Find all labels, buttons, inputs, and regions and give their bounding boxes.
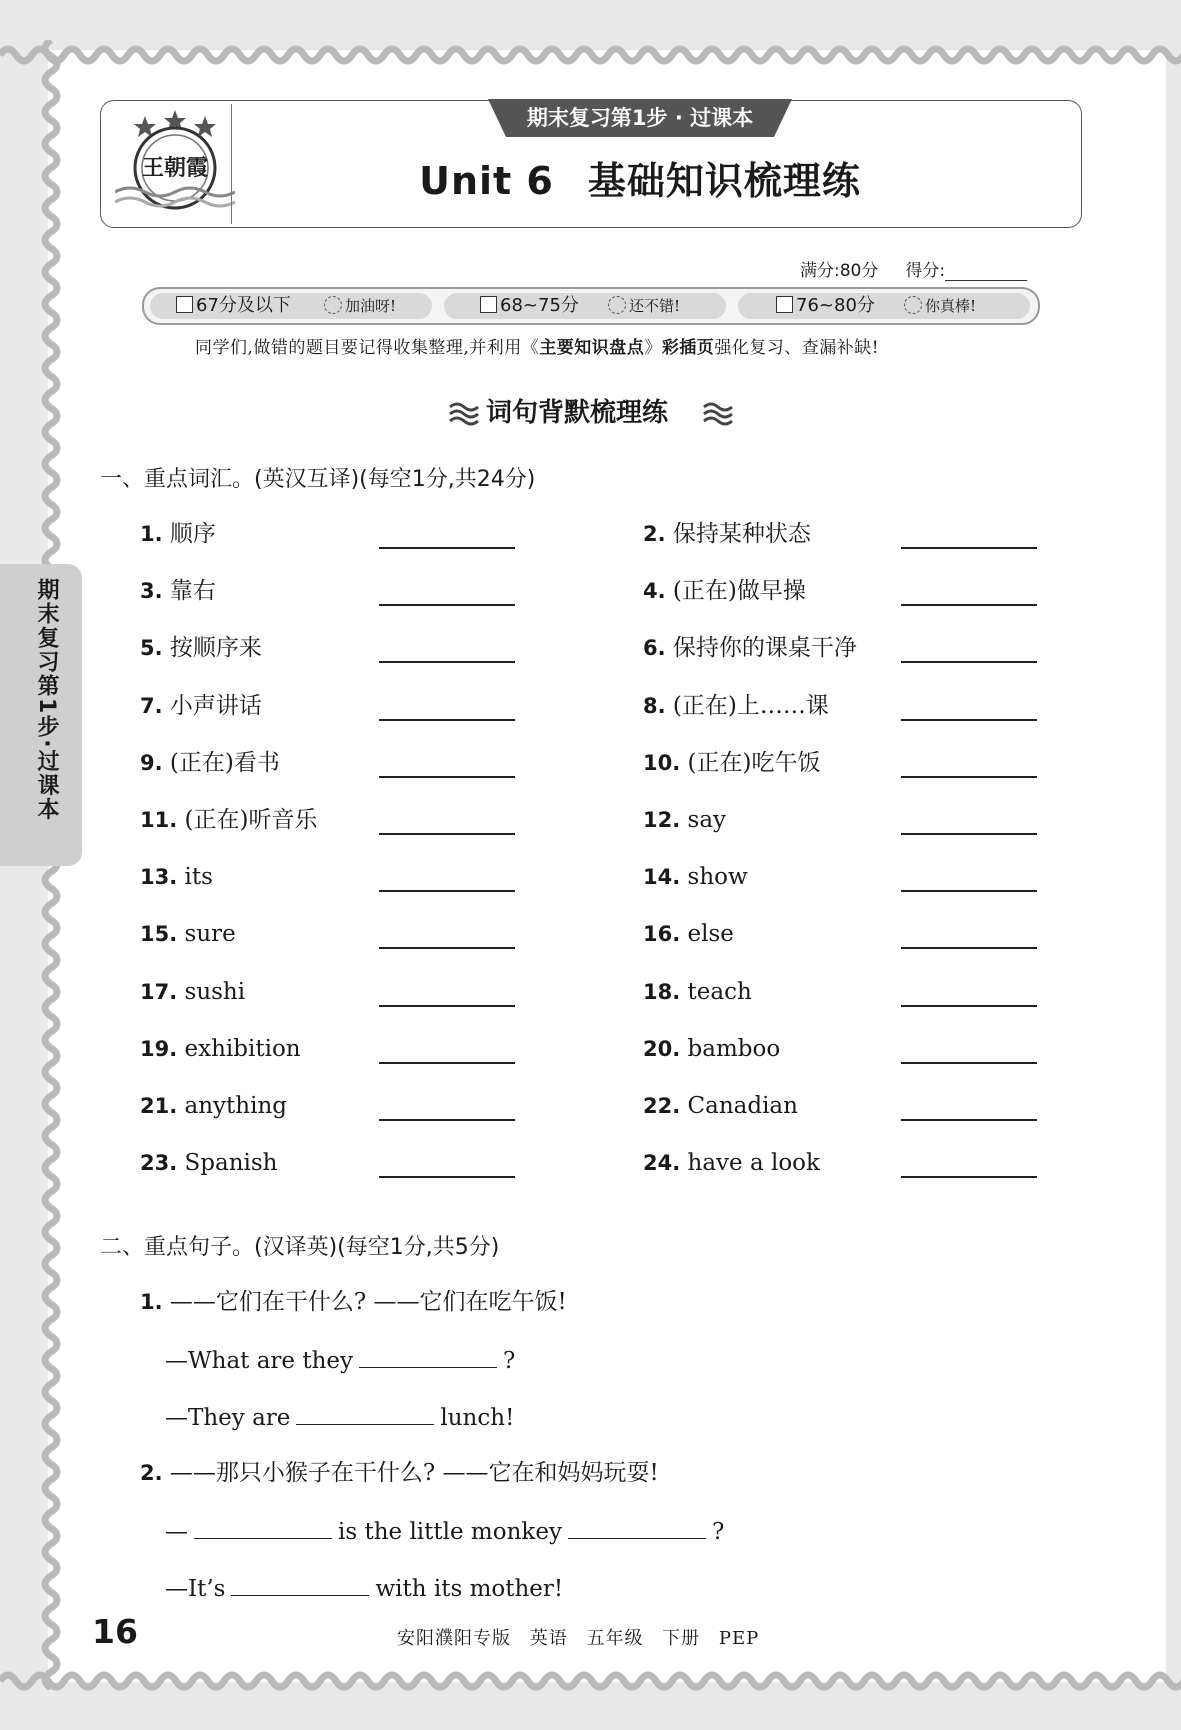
header-tab-label: 期末复习第1步 · 过课本 [526,106,754,130]
answer-blank[interactable] [379,547,515,549]
answer-blank[interactable] [901,604,1037,606]
vocab-item: 13. its [140,864,213,890]
page-number: 16 [92,1612,138,1651]
answer-blank[interactable] [901,1005,1037,1007]
wave-icon-right [702,401,734,427]
vocab-item: 3. 靠右 [140,578,216,604]
answer-blank[interactable] [901,1062,1037,1064]
answer-blank[interactable] [379,661,515,663]
sentence-answer-line: —What are they ? [165,1345,515,1376]
vocab-item: 19. exhibition [140,1036,301,1062]
vocab-item: 11. (正在)听音乐 [140,807,318,833]
vocab-item: 9. (正在)看书 [140,750,280,776]
sentence-question-2: 2. ——那只小猴子在干什么? ——它在和妈妈玩耍! [140,1460,659,1486]
vocab-item: 15. sure [140,921,236,947]
vocab-item: 20. bamboo [643,1036,781,1062]
vocab-item: 5. 按顺序来 [140,635,262,661]
score-blank[interactable] [945,262,1027,281]
smiley-icon [608,296,626,314]
part1-heading: 一、重点词汇。(英汉互译)(每空1分,共24分) [100,467,536,492]
rating-message: 还不错! [608,296,680,316]
answer-blank[interactable] [379,719,515,721]
answer-blank[interactable] [568,1516,706,1539]
side-tab-label: 期末复习第1步·过课本 [34,578,59,822]
page-title [300,150,980,205]
answer-blank[interactable] [901,1119,1037,1121]
score-line [800,256,1027,281]
answer-blank[interactable] [379,1005,515,1007]
svg-text:王朝霞: 王朝霞 [141,155,209,181]
vocab-item: 24. have a look [643,1150,820,1176]
wavy-border-top [0,38,1181,72]
smiley-icon [324,296,342,314]
rating-message: 你真棒! [904,296,976,316]
answer-blank[interactable] [901,719,1037,721]
score-label: 得分: [905,261,946,281]
footer-text: 安阳濮阳专版 英语 五年级 下册 PEP [397,1628,760,1649]
header-tab [488,99,792,137]
rating-option-low[interactable] [176,296,291,316]
part2-heading: 二、重点句子。(汉译英)(每空1分,共5分) [100,1235,500,1260]
vocab-item: 6. 保持你的课桌干净 [643,635,857,661]
section-banner [448,395,738,431]
answer-blank[interactable] [901,947,1037,949]
vocab-item: 18. teach [643,979,752,1005]
wave-icon-left [448,401,480,427]
tip-text: 同学们,做错的题目要记得收集整理,并利用《主要知识盘点》彩插页强化复习、查漏补缺! [195,338,880,358]
rating-option-mid[interactable] [480,296,579,316]
section-title: 词句背默梳理练 [486,398,669,428]
vocab-item: 12. say [643,807,727,833]
rating-range: 76~80分 [796,295,875,316]
vocab-item: 1. 顺序 [140,521,216,547]
vocab-item: 4. (正在)做早操 [643,578,806,604]
checkbox-icon[interactable] [480,296,497,313]
answer-blank[interactable] [379,776,515,778]
vocab-item: 17. sushi [140,979,246,1005]
answer-blank[interactable] [379,1062,515,1064]
smiley-icon [904,296,922,314]
title-label: 基础知识梳理练 [587,159,861,203]
vocab-item: 22. Canadian [643,1093,798,1119]
answer-blank[interactable] [901,890,1037,892]
answer-blank[interactable] [901,1176,1037,1178]
answer-blank[interactable] [231,1573,369,1596]
sentence-question-1: 1. ——它们在干什么? ——它们在吃午饭! [140,1289,567,1315]
rating-option-high[interactable] [776,296,875,316]
unit-label: Unit 6 [419,159,554,203]
vocab-item: 21. anything [140,1093,287,1119]
answer-blank[interactable] [359,1345,497,1368]
answer-blank[interactable] [901,833,1037,835]
logo-divider [231,104,232,224]
wavy-border-bottom [0,1664,1181,1698]
answer-blank[interactable] [901,776,1037,778]
vocab-item: 7. 小声讲话 [140,693,262,719]
rating-range: 68~75分 [500,295,579,316]
answer-blank[interactable] [379,833,515,835]
sentence-answer-line: — is the little monkey ? [165,1516,724,1547]
rating-range: 67分及以下 [196,295,291,316]
sentence-answer-line: —It’s with its mother! [165,1573,563,1604]
vocab-item: 10. (正在)吃午饭 [643,750,821,776]
answer-blank[interactable] [901,547,1037,549]
answer-blank[interactable] [194,1516,332,1539]
answer-blank[interactable] [379,604,515,606]
full-score-label: 满分:80分 [800,261,879,281]
answer-blank[interactable] [379,890,515,892]
answer-blank[interactable] [379,1176,515,1178]
vocab-item: 23. Spanish [140,1150,278,1176]
vocab-item: 8. (正在)上……课 [643,693,829,719]
vocab-item: 2. 保持某种状态 [643,521,811,547]
vocab-item: 16. else [643,921,734,947]
answer-blank[interactable] [901,661,1037,663]
vocab-item: 14. show [643,864,748,890]
answer-blank[interactable] [379,1119,515,1121]
rating-message: 加油呀! [324,296,396,316]
answer-blank[interactable] [296,1402,434,1425]
rating-bar [142,287,1040,325]
sentence-answer-line: —They are lunch! [165,1402,514,1433]
checkbox-icon[interactable] [776,296,793,313]
answer-blank[interactable] [379,947,515,949]
brand-logo [115,108,235,218]
checkbox-icon[interactable] [176,296,193,313]
